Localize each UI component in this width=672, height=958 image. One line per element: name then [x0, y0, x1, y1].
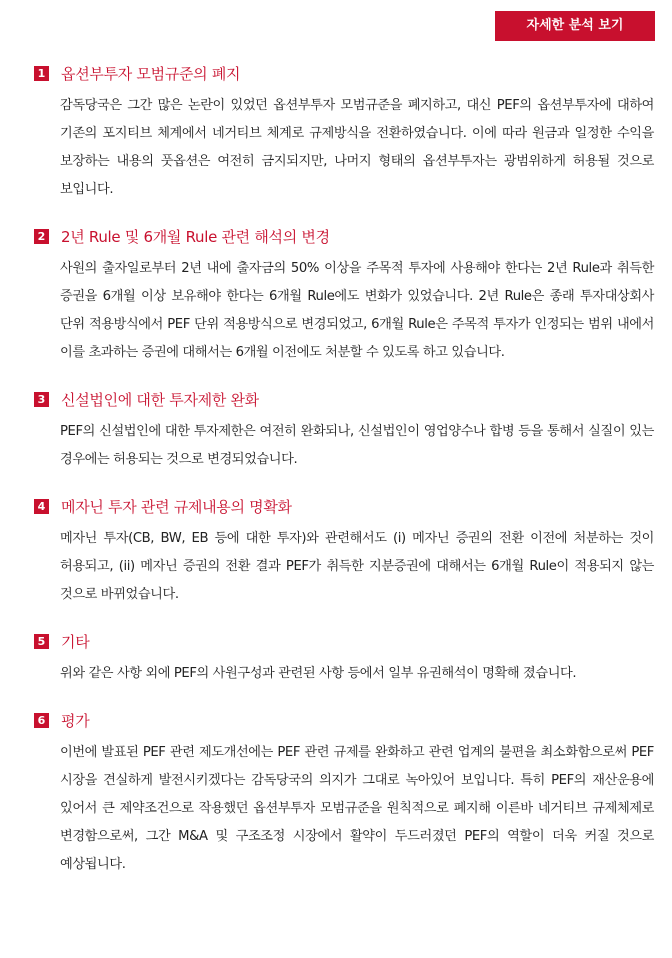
section-body: PEF의 신설법인에 대한 투자제한은 여전히 완화되나, 신설법인이 영업양수나 합병 등을 통해서 실질이 있는 경우에는 허용되는 것으로 변경되었습니다. — [60, 424, 654, 467]
section-title: 메자닌 투자 관련 규제내용의 명확화 — [61, 497, 292, 516]
section-1 — [34, 60, 654, 204]
section-number-badge: 3 — [34, 392, 49, 407]
sections-list — [34, 60, 654, 879]
section-title: 옵션부투자 모범규준의 폐지 — [61, 64, 241, 83]
section-header — [34, 386, 654, 412]
section-number-badge: 6 — [34, 713, 49, 728]
section-5 — [34, 628, 654, 688]
section-header — [34, 60, 654, 86]
section-title: 평가 — [61, 711, 90, 730]
section-body: 이번에 발표된 PEF 관련 제도개선에는 PEF 관련 규제를 완화하고 관련 업계의 불편을 최소화함으로써 PEF 시장을 견실하게 발전시키겠다는 감독당국의 의지가 그대로 녹아있어 보입니다. 특히 PEF의 재산운용에 있어서 큰 제약조건으로 작용했던 옵션부투자 모범규준을 원칙적으로 폐지해 이른바 네거티브 규제체제로 변경함으로써, 그간 M&A 및 구조조정 시장에서 활약이 두드러졌던 PEF의 역할이 더욱 커질 것으로 예상됩니다. — [60, 745, 654, 872]
section-body: 메자닌 투자(CB, BW, EB 등에 대한 투자)와 관련해서도 (i) 메자닌 증권의 전환 이전에 처분하는 것이 허용되고, (ii) 메자닌 증권의 전환 결과 PEF가 취득한 지분증권에 대해서는 6개월 Rule이 적용되지 않는 것으로 바뀌었습니다. — [60, 531, 654, 602]
section-number-badge: 4 — [34, 499, 49, 514]
section-4 — [34, 493, 654, 609]
section-body: 사원의 출자일로부터 2년 내에 출자금의 50% 이상을 주목적 투자에 사용해야 한다는 2년 Rule과 취득한 증권을 6개월 이상 보유해야 한다는 6개월 Rule에도 변화가 있었습니다. 2년 Rule은 종래 투자대상회사 단위 적용방식에서 PEF 단위 적용방식으로 변경되었고, 6개월 Rule은 주목적 투자가 인정되는 범위 내에서 이를 초과하는 증권에 대해서는 6개월 이전에도 처분할 수 있도록 하고 있습니다. — [60, 261, 654, 360]
detail-analysis-button[interactable]: 자세한 분석 보기 — [495, 11, 655, 41]
section-title: 기타 — [61, 632, 90, 651]
section-body: 위와 같은 사항 외에 PEF의 사원구성과 관련된 사항 등에서 일부 유권해석이 명확해 졌습니다. — [60, 666, 577, 681]
section-header — [34, 707, 654, 733]
section-number-badge: 5 — [34, 634, 49, 649]
section-number-badge: 2 — [34, 229, 49, 244]
section-2 — [34, 223, 654, 367]
section-header — [34, 493, 654, 519]
section-header — [34, 628, 654, 654]
section-title: 2년 Rule 및 6개월 Rule 관련 해석의 변경 — [61, 227, 330, 246]
section-header — [34, 223, 654, 249]
section-3 — [34, 386, 654, 474]
section-number-badge: 1 — [34, 66, 49, 81]
section-6 — [34, 707, 654, 879]
section-title: 신설법인에 대한 투자제한 완화 — [61, 390, 259, 409]
section-body: 감독당국은 그간 많은 논란이 있었던 옵션부투자 모범규준을 폐지하고, 대신 PEF의 옵션부투자에 대하여 기존의 포지티브 체계에서 네거티브 체계로 규제방식을 전환하였습니다. 이에 따라 원금과 일정한 수익을 보장하는 내용의 풋옵션은 여전히 금지되지만, 나머지 형태의 옵션부투자는 광범위하게 허용될 것으로 보입니다. — [60, 98, 654, 197]
